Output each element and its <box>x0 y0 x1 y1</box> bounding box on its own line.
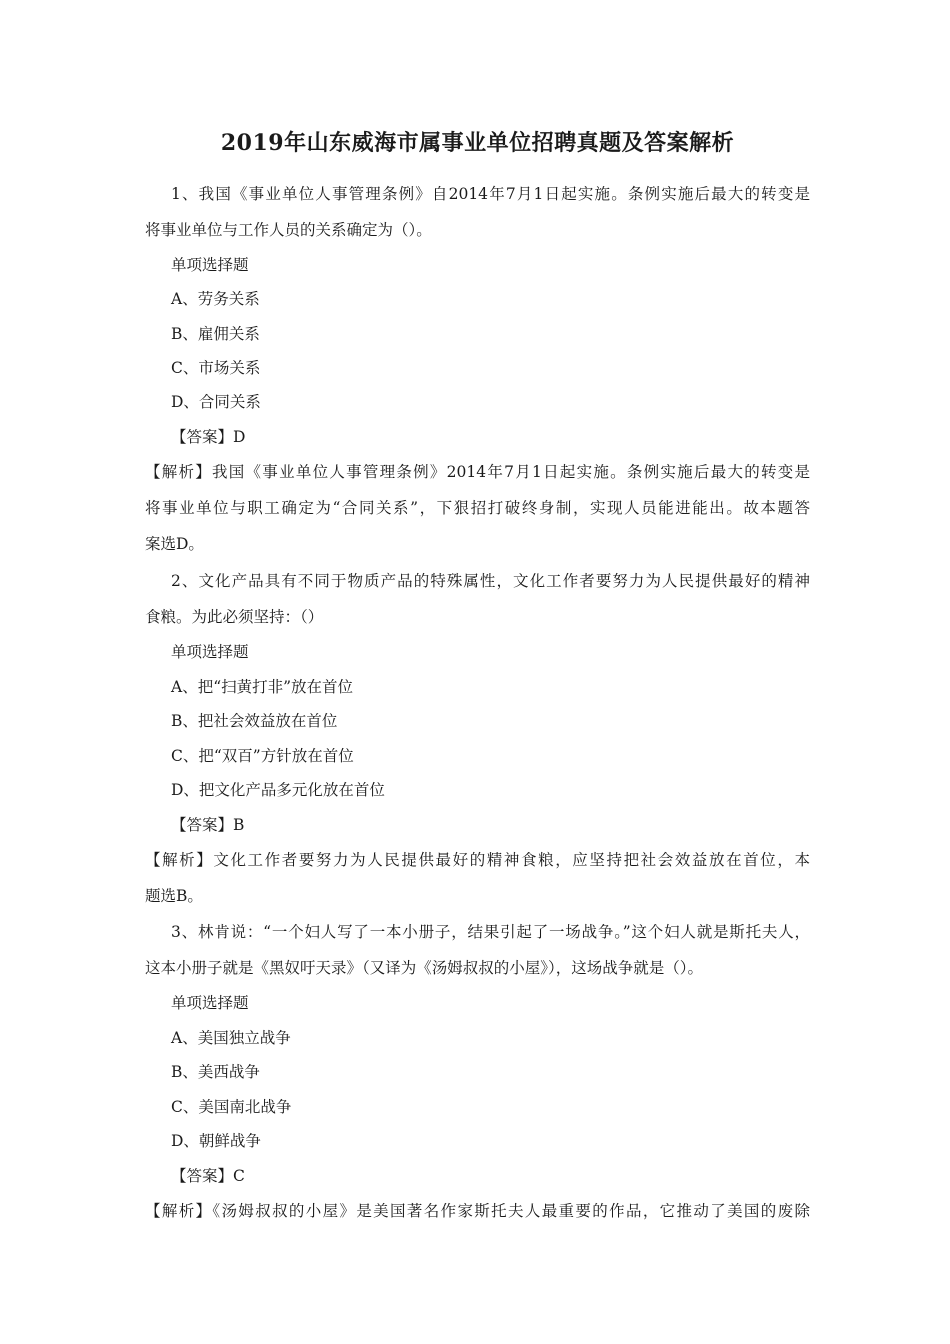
question-3-answer: 【答案】C <box>171 1167 245 1185</box>
question-1-type: 单项选择题 <box>171 256 249 274</box>
question-3-analysis-line-1: 【解析】《汤姆叔叔的小屋》是美国著名作家斯托夫人最重要的作品，它推动了美国的废除 <box>145 1202 810 1220</box>
question-1-text-line-2: 将事业单位与工作人员的关系确定为（）。 <box>145 221 432 239</box>
question-3-type: 单项选择题 <box>171 994 249 1012</box>
question-2-option-a: A、把“扫黄打非”放在首位 <box>171 678 354 696</box>
question-2-analysis-line-2: 题选B。 <box>145 887 203 905</box>
question-1-analysis-line-3: 案选D。 <box>145 535 204 553</box>
question-3-option-c: C、美国南北战争 <box>171 1098 292 1116</box>
question-1-option-b: B、雇佣关系 <box>171 325 260 343</box>
question-3-option-d: D、朝鲜战争 <box>171 1132 261 1150</box>
question-3-option-a: A、美国独立战争 <box>171 1029 291 1047</box>
question-1-analysis-line-1: 【解析】我国《事业单位人事管理条例》2014年7月1日起实施。条例实施后最大的转变是 <box>145 463 810 481</box>
question-2-option-b: B、把社会效益放在首位 <box>171 712 338 730</box>
question-2-analysis-line-1: 【解析】文化工作者要努力为人民提供最好的精神食粮，应坚持把社会效益放在首位，本 <box>145 851 810 869</box>
page-title: 2019年山东威海市属事业单位招聘真题及答案解析 <box>220 130 735 156</box>
question-2-text-line-1: 2、文化产品具有不同于物质产品的特殊属性，文化工作者要努力为人民提供最好的精神 <box>171 572 810 590</box>
question-3-text-line-1: 3、林肯说：“一个妇人写了一本小册子，结果引起了一场战争。”这个妇人就是斯托夫人， <box>171 923 810 941</box>
question-2-type: 单项选择题 <box>171 643 249 661</box>
question-2-option-d: D、把文化产品多元化放在首位 <box>171 781 385 799</box>
question-1-analysis-line-2: 将事业单位与职工确定为“合同关系”，下狠招打破终身制，实现人员能进能出。故本题答 <box>145 499 810 517</box>
question-2-answer: 【答案】B <box>171 816 245 834</box>
question-1-option-d: D、合同关系 <box>171 393 261 411</box>
question-2-option-c: C、把“双百”方针放在首位 <box>171 747 354 765</box>
question-1-option-a: A、劳务关系 <box>171 290 260 308</box>
question-1-option-c: C、市场关系 <box>171 359 261 377</box>
question-3-text-line-2: 这本小册子就是《黑奴吁天录》（又译为《汤姆叔叔的小屋》），这场战争就是（）。 <box>145 959 704 977</box>
question-2-text-line-2: 食粮。为此必须坚持：（） <box>145 608 324 626</box>
question-3-option-b: B、美西战争 <box>171 1063 260 1081</box>
question-1-answer: 【答案】D <box>171 428 246 446</box>
question-1-text-line-1: 1、我国《事业单位人事管理条例》自2014年7月1日起实施。条例实施后最大的转变是 <box>171 185 810 203</box>
